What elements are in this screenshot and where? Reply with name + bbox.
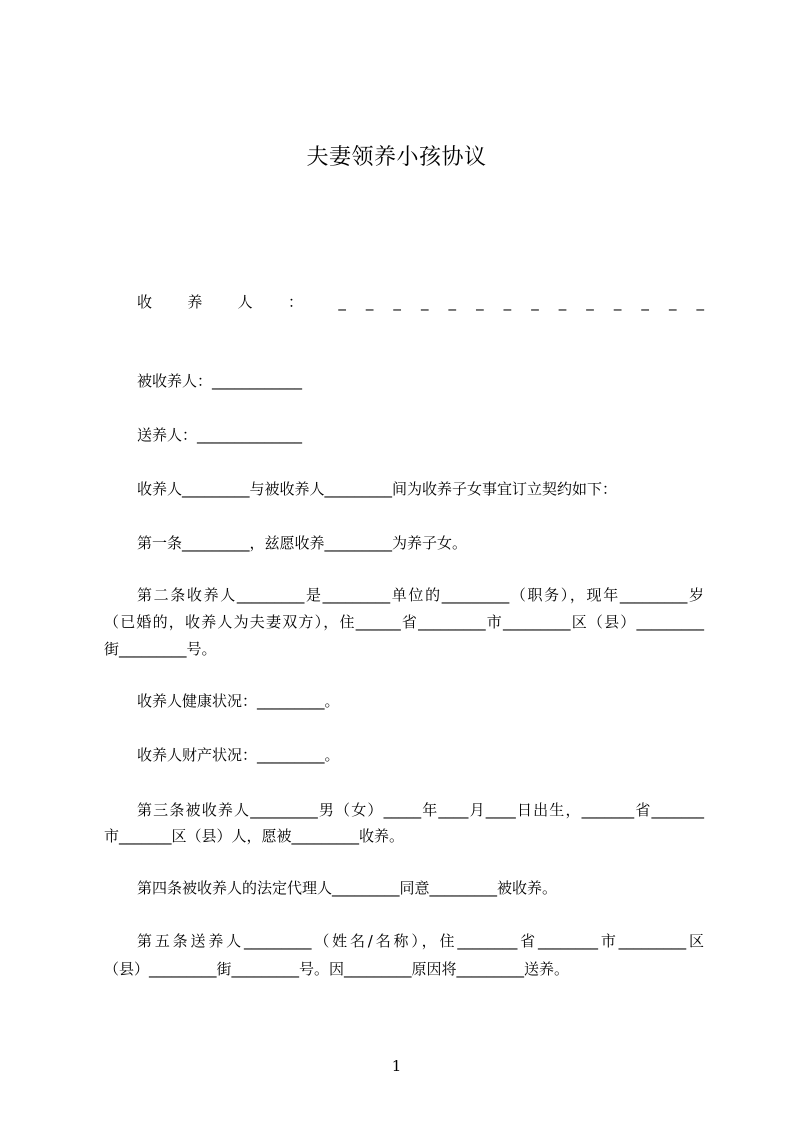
adopter-line: 收 养 人 ： _ _ _ _ _ _ _ _ _ _ _ _ _ _ <box>137 293 704 311</box>
article-5-line-2: （县）_________街_________号。因_________原因将_________送养。 <box>104 960 570 978</box>
intro-paragraph: 收养人_________与被收养人_________间为收养子女事宜订立契约如下： <box>137 480 618 498</box>
article-5-line-1: 第五条送养人_________（姓名/名称），住________省________市_________区 <box>137 932 704 950</box>
article-2-line-1: 第二条收养人_________是_________单位的_________（职务），现年_________岁 <box>137 586 704 604</box>
page-number: 1 <box>391 1057 402 1075</box>
property-status-line: 收养人财产状况：_________。 <box>137 746 340 764</box>
article-3-line-1: 第三条被收养人_________男（女）_____年____月____日出生，_______省_______ <box>137 801 704 819</box>
relinquishing-party-line: 送养人：______________ <box>137 426 303 444</box>
article-2-line-3: 街_________号。 <box>104 640 217 658</box>
article-2-line-2: （已婚的，收养人为夫妻双方），住______省_________市_________区（县）_________ <box>104 613 704 631</box>
adoptee-line: 被收养人：____________ <box>137 372 303 390</box>
document-title: 夫妻领养小孩协议 <box>306 145 487 170</box>
health-status-line: 收养人健康状况：_________。 <box>137 692 340 710</box>
article-1: 第一条_________，兹愿收养_________为养子女。 <box>137 534 468 552</box>
article-4: 第四条被收养人的法定代理人_________同意_________被收养。 <box>137 879 558 897</box>
article-3-line-2: 市_______区（县）人，愿被_________收养。 <box>104 827 405 845</box>
